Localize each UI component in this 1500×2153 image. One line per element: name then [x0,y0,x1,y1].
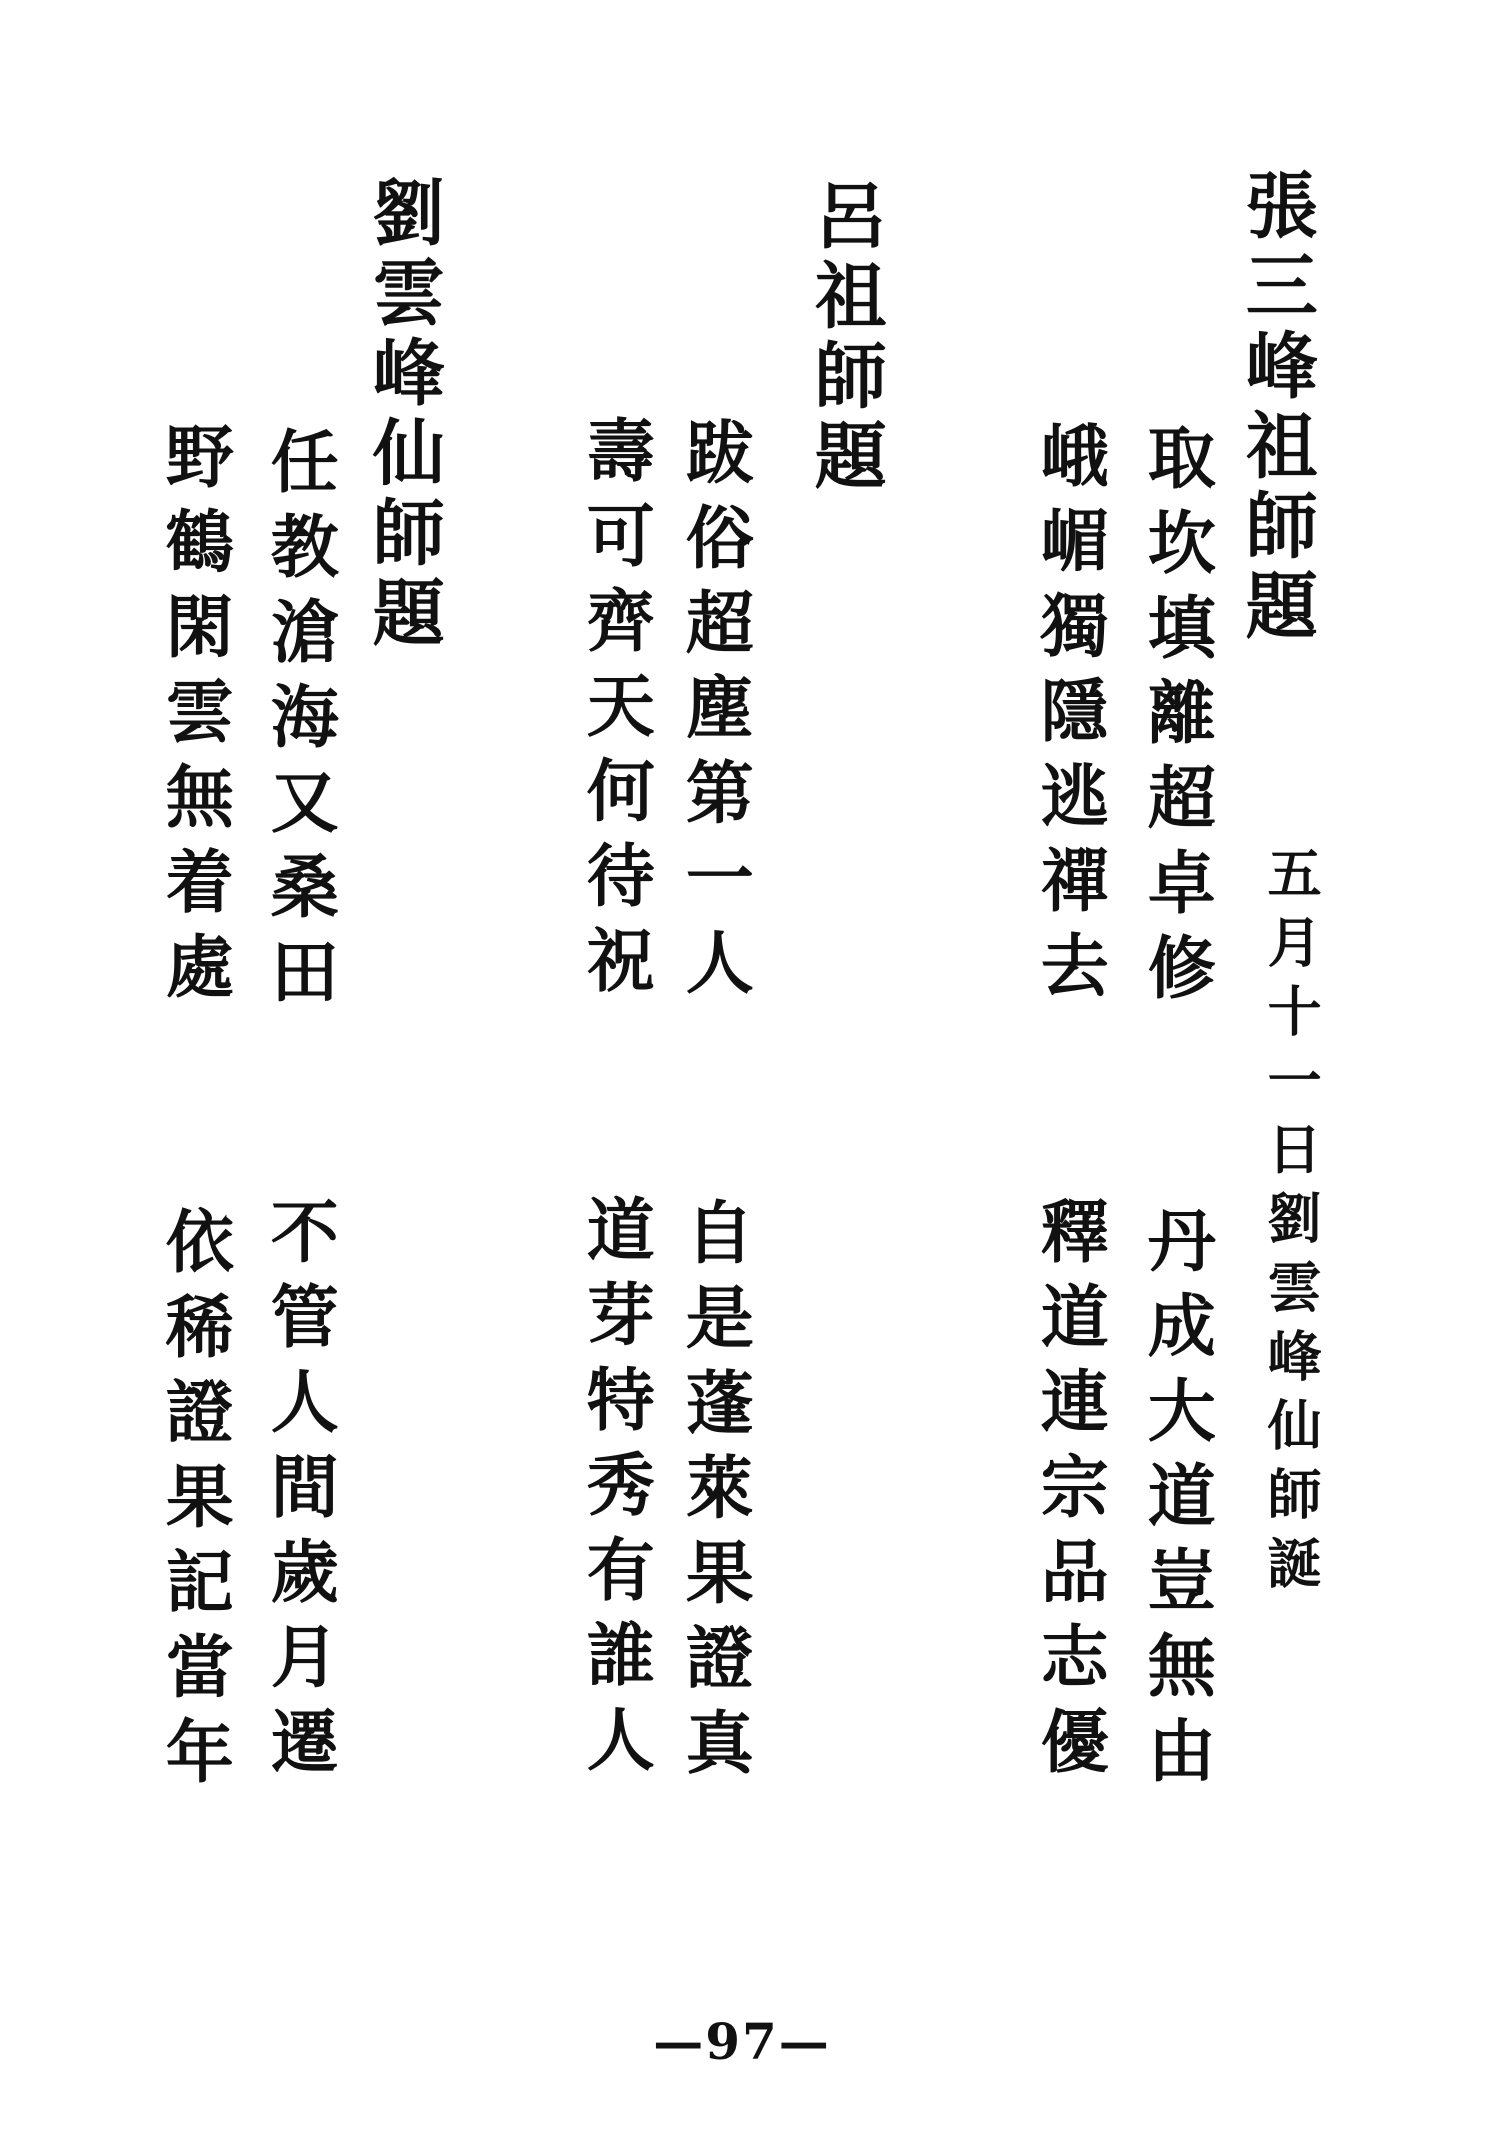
verse-col-zhang-1: 取坎填離超卓修 [1136,422,1216,1017]
section-title-zhang-sanfeng: 張三峰祖師題 [1233,168,1318,648]
verse-col-lu-3: 自是蓬萊果證真 [674,1197,754,1792]
section-title-lu-zushi: 呂祖師題 [802,178,887,498]
verse-col-liu-3: 不管人間歲月遷 [259,1196,339,1791]
verse-col-lu-1: 跋俗超塵第一人 [674,417,754,1012]
verse-col-zhang-3: 丹成大道豈無由 [1136,1205,1216,1800]
verse-col-zhang-2: 峨嵋獨隱逃禪去 [1029,420,1109,1015]
verse-col-lu-2: 壽可齊天何待祝 [575,415,655,1010]
verse-col-zhang-4: 釋道連宗品志優 [1029,1196,1109,1791]
verse-col-liu-2: 野鶴閑雲無着處 [154,421,234,1016]
section-title-liu-yunfeng: 劉雲峰仙師題 [360,175,445,655]
verse-col-lu-4: 道芽特秀有誰人 [575,1194,655,1789]
verse-col-liu-4: 依稀證果記當年 [154,1206,234,1801]
page-number: —97— [653,2012,831,2071]
date-note-column: 五月十一日劉雲峰仙師誕 [1259,845,1323,1604]
verse-col-liu-1: 任教滄海又桑田 [259,426,339,1021]
